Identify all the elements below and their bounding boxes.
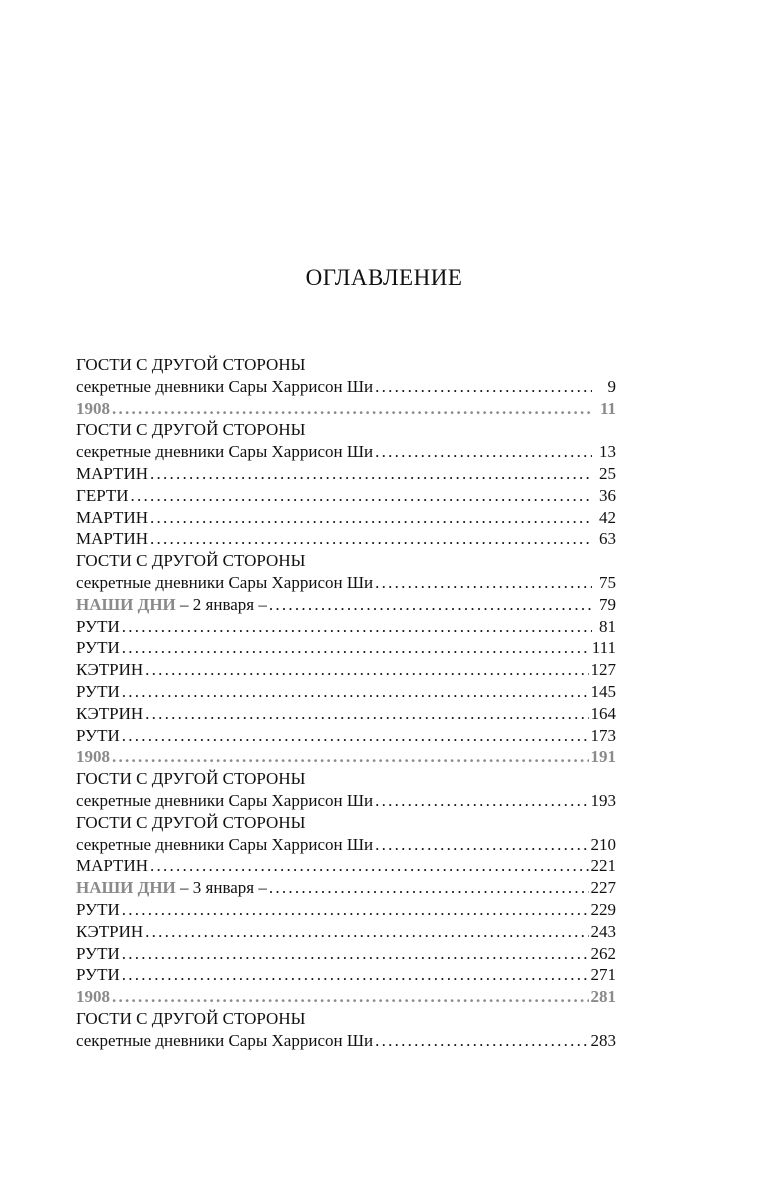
toc-page-number: 262 <box>590 943 616 963</box>
toc-page-number: 243 <box>590 921 616 941</box>
toc-entry-label: ГЕРТИ <box>76 485 129 505</box>
toc-page-number: 79 <box>599 594 616 614</box>
toc-entry-label: РУТИ <box>76 899 120 919</box>
toc-entry <box>76 594 616 616</box>
toc-entry-label: 1908 <box>76 398 110 418</box>
toc-entry-label: КЭТРИН <box>76 660 144 680</box>
toc-entry-label: секретные дневники Сары Харрисон Ши <box>76 834 374 854</box>
toc-page-number: 111 <box>591 638 616 658</box>
toc-entry <box>76 398 616 420</box>
toc-entry <box>76 964 616 986</box>
toc-page-number: 173 <box>590 725 616 745</box>
toc-entry-label: ГОСТИ С ДРУГОЙ СТОРОНЫ <box>76 420 306 440</box>
toc-page-number: 210 <box>590 834 616 854</box>
toc-page-number: 221 <box>590 856 616 876</box>
table-of-contents <box>76 354 616 1052</box>
toc-entry <box>76 507 616 529</box>
toc-section-heading <box>76 1008 616 1030</box>
toc-page-number: 271 <box>590 965 616 985</box>
leader-dots <box>375 376 592 398</box>
toc-entry-label: 1908 <box>76 987 110 1007</box>
toc-page-number: 229 <box>590 899 616 919</box>
toc-section-heading <box>76 550 616 572</box>
leader-dots <box>122 616 592 638</box>
leader-dots <box>150 855 589 877</box>
toc-entry-label: секретные дневники Сары Харрисон Ши <box>76 572 374 592</box>
toc-page-number: 145 <box>590 681 616 701</box>
leader-dots <box>145 921 588 943</box>
toc-page-number: 191 <box>590 747 616 767</box>
leader-dots <box>375 1030 588 1052</box>
toc-entry-label: НАШИ ДНИ – 3 января – <box>76 878 267 898</box>
leader-dots <box>269 877 589 899</box>
toc-entry-label: ГОСТИ С ДРУГОЙ СТОРОНЫ <box>76 769 306 789</box>
leader-dots <box>122 681 589 703</box>
toc-entry-label: РУТИ <box>76 725 120 745</box>
toc-page-number: 164 <box>590 703 616 723</box>
toc-section-heading <box>76 419 616 441</box>
toc-section-heading <box>76 812 616 834</box>
toc-page-number: 9 <box>607 376 616 396</box>
toc-entry-label: ГОСТИ С ДРУГОЙ СТОРОНЫ <box>76 812 306 832</box>
toc-entry-label: МАРТИН <box>76 856 148 876</box>
toc-page-number: 81 <box>599 616 616 636</box>
toc-entry <box>76 485 616 507</box>
toc-entry <box>76 790 616 812</box>
toc-entry-label: секретные дневники Сары Харрисон Ши <box>76 376 374 396</box>
toc-entry <box>76 463 616 485</box>
leader-dots <box>112 398 592 420</box>
toc-entry-label: ГОСТИ С ДРУГОЙ СТОРОНЫ <box>76 355 306 374</box>
toc-entry-label: МАРТИН <box>76 529 148 549</box>
toc-page-number: 283 <box>590 1030 616 1050</box>
toc-entry <box>76 986 616 1008</box>
toc-page-number: 42 <box>599 507 616 527</box>
toc-entry <box>76 855 616 877</box>
toc-page-number: 13 <box>599 442 616 462</box>
toc-entry-label: РУТИ <box>76 965 120 985</box>
toc-section-heading <box>76 768 616 790</box>
leader-dots <box>122 899 589 921</box>
toc-entry <box>76 1030 616 1052</box>
toc-entry-label: РУТИ <box>76 638 120 658</box>
toc-entry-label: МАРТИН <box>76 463 148 483</box>
toc-entry <box>76 703 616 725</box>
page-title: ОГЛАВЛЕНИЕ <box>305 265 463 290</box>
toc-entry <box>76 834 616 856</box>
toc-page-number: 36 <box>599 485 616 505</box>
leader-dots <box>131 485 592 507</box>
toc-entry <box>76 681 616 703</box>
toc-entry-label: ГОСТИ С ДРУГОЙ СТОРОНЫ <box>76 1008 306 1028</box>
toc-entry <box>76 746 616 768</box>
leader-dots <box>375 572 592 594</box>
leader-dots <box>145 703 588 725</box>
toc-page-number: 25 <box>599 463 616 483</box>
toc-entry <box>76 441 616 463</box>
leader-dots <box>112 986 589 1008</box>
leader-dots <box>375 441 592 463</box>
leader-dots <box>122 725 589 747</box>
toc-entry <box>76 943 616 965</box>
toc-page-number: 75 <box>599 572 616 592</box>
toc-entry <box>76 376 616 398</box>
leader-dots <box>150 528 592 550</box>
toc-entry-label: секретные дневники Сары Харрисон Ши <box>76 442 374 462</box>
toc-page-number: 281 <box>590 987 616 1007</box>
leader-dots <box>122 964 589 986</box>
toc-entry <box>76 659 616 681</box>
toc-entry <box>76 899 616 921</box>
toc-entry <box>76 637 616 659</box>
toc-page-number: 11 <box>599 398 616 418</box>
leader-dots <box>150 463 592 485</box>
toc-entry-label: НАШИ ДНИ – 2 января – <box>76 594 267 614</box>
toc-entry-label: РУТИ <box>76 616 120 636</box>
toc-entry-label: МАРТИН <box>76 507 148 527</box>
toc-page-number: 193 <box>590 790 616 810</box>
toc-entry-label: секретные дневники Сары Харрисон Ши <box>76 1030 374 1050</box>
toc-entry-label: РУТИ <box>76 943 120 963</box>
toc-entry <box>76 528 616 550</box>
toc-entry <box>76 877 616 899</box>
leader-dots <box>122 943 589 965</box>
toc-entry <box>76 725 616 747</box>
toc-entry <box>76 572 616 594</box>
toc-entry-label: КЭТРИН <box>76 703 144 723</box>
leader-dots <box>112 746 589 768</box>
toc-page-number: 227 <box>590 878 616 898</box>
leader-dots <box>122 637 590 659</box>
toc-page-number: 63 <box>599 529 616 549</box>
leader-dots <box>375 790 588 812</box>
toc-entry <box>76 921 616 943</box>
toc-section-heading <box>76 354 616 376</box>
toc-entry-label: секретные дневники Сары Харрисон Ши <box>76 790 374 810</box>
leader-dots <box>145 659 588 681</box>
leader-dots <box>269 594 592 616</box>
toc-entry <box>76 616 616 638</box>
toc-page-number: 127 <box>590 660 616 680</box>
toc-entry-label: 1908 <box>76 747 110 767</box>
toc-entry-label: РУТИ <box>76 681 120 701</box>
leader-dots <box>150 507 592 529</box>
toc-entry-label: ГОСТИ С ДРУГОЙ СТОРОНЫ <box>76 551 306 571</box>
toc-entry-label: КЭТРИН <box>76 921 144 941</box>
leader-dots <box>375 834 588 856</box>
